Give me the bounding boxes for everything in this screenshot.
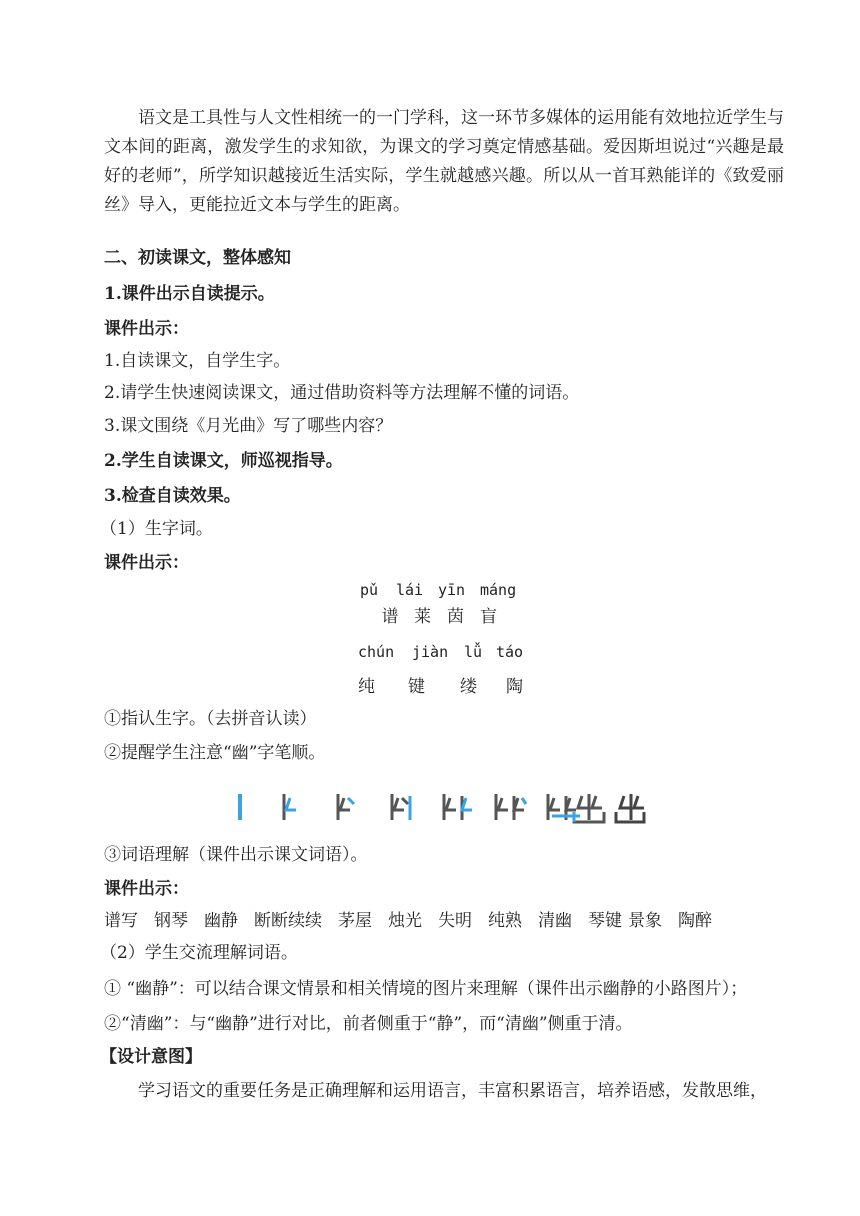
note-3: ③词语理解（课件出示课文词语）。: [104, 845, 368, 865]
stroke-order-image: [228, 790, 648, 824]
stroke-step-1: [238, 794, 242, 820]
vocab-word: 景象: [628, 911, 662, 931]
explanation-1: ① “幽静”：可以结合课文情景和相关情境的图片来理解（课件出示幽静的小路图片）；: [104, 979, 748, 999]
pinyin: máng: [480, 581, 517, 599]
hanzi-row-1: [374, 606, 574, 628]
design-intent-text: 学习语文的重要任务是正确理解和运用语言，丰富积累语言，培养语感，发散思维，: [138, 1081, 767, 1101]
pinyin: lái: [396, 581, 424, 599]
hanzi: 茵: [447, 607, 464, 627]
stroke-step-6: [496, 794, 526, 820]
stroke-step-2: [284, 794, 296, 820]
stroke-step-8: [574, 794, 604, 822]
pinyin: chún: [358, 643, 395, 661]
vocab-word: 琴键: [588, 911, 622, 931]
courseware-label: 课件出示：: [104, 879, 189, 899]
hanzi: 谱: [381, 607, 399, 627]
vocab-word: 烛光: [388, 911, 422, 931]
courseware-label: 课件出示：: [104, 553, 189, 573]
vocab-word: 钢琴: [154, 911, 188, 931]
hanzi: 纯: [358, 677, 375, 697]
hanzi: 莱: [414, 607, 431, 627]
intro-paragraph: 语文是工具性与人文性相统一的一门学科，这一环节多媒体的运用能有效地拉近学生与文本间的距离，激发学生的求知欲，为课文的学习奠定情感基础。爱因斯坦说过“兴趣是最好的老师”，所学知识越接近生活实际，学生就越感兴趣。所以从一首耳熟能详的《致爱丽丝》导入，更能拉近文本与学生的距离。: [104, 108, 784, 215]
step-1: 1.课件出示自读提示。: [104, 284, 275, 304]
stroke-step-5: [444, 794, 472, 820]
pinyin-row-2: [358, 642, 558, 662]
hanzi: 缕: [460, 677, 477, 697]
tip-2: 2.请学生快速阅读课文，通过借助资料等方法理解不懂的词语。: [104, 383, 580, 403]
design-intent-heading: 【设计意图】: [100, 1047, 202, 1067]
pinyin: pǔ: [360, 581, 379, 599]
tip-1: 1.自读课文，自学生字。: [104, 351, 291, 371]
vocab-list: [104, 910, 728, 932]
courseware-label: 课件出示：: [104, 319, 189, 339]
hanzi: 键: [408, 677, 425, 697]
sub-item-1: （1）生字词。: [100, 519, 213, 539]
stroke-step-4: [392, 794, 410, 820]
tip-3: 3.课文围绕《月光曲》写了哪些内容？: [104, 416, 393, 436]
hanzi: 盲: [480, 607, 497, 627]
vocab-word: 茅屋: [338, 911, 372, 931]
hanzi: 陶: [506, 677, 523, 697]
note-2: ②提醒学生注意“幽”字笔顺。: [104, 743, 326, 763]
stroke-step-9: [616, 794, 644, 822]
step-2: 2.学生自读课文，师巡视指导。: [104, 451, 343, 471]
vocab-word: 失明: [438, 911, 472, 931]
stroke-step-3: [338, 794, 354, 820]
pinyin: yīn: [438, 581, 466, 599]
sub-item-2: （2）学生交流理解词语。: [100, 943, 298, 963]
vocab-word: 谱写: [104, 911, 138, 931]
vocab-word: 清幽: [538, 911, 572, 931]
vocab-word: 断断续续: [254, 911, 322, 931]
pinyin-row-1: [360, 580, 560, 600]
pinyin: táo: [496, 643, 524, 661]
step-3: 3.检查自读效果。: [104, 486, 241, 506]
explanation-2: ②“清幽”：与“幽静”进行对比，前者侧重于“静”，而“清幽”侧重于清。: [104, 1014, 633, 1034]
hanzi-row-2: [358, 676, 558, 698]
section-heading: 二、初读课文，整体感知: [104, 248, 291, 268]
vocab-word: 幽静: [204, 911, 238, 931]
pinyin: jiàn: [412, 643, 449, 661]
note-1: ①指认生字。（去拼音认读）: [104, 709, 317, 729]
vocab-word: 纯熟: [488, 911, 522, 931]
pinyin: lǚ: [464, 643, 483, 661]
vocab-word: 陶醉: [678, 911, 712, 931]
